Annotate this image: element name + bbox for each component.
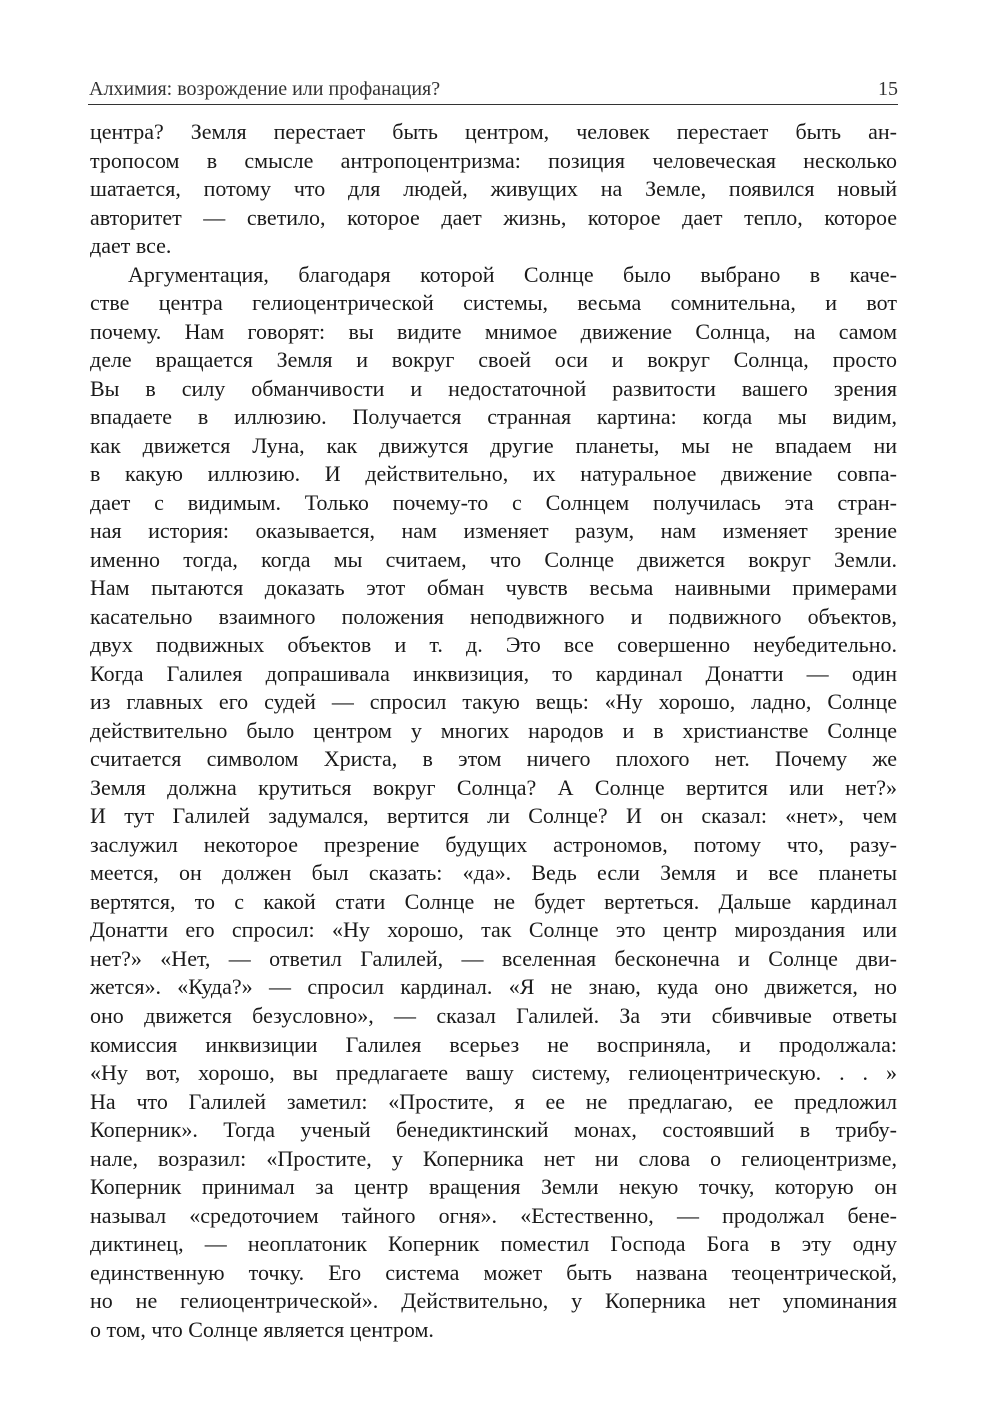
text-line: из главных его судей — спросил такую вещь: «Ну хорошо, ладно, Солнце bbox=[90, 689, 897, 715]
text-line: авторитет — светило, которое дает жизнь, которое дает тепло, которое bbox=[90, 204, 897, 230]
text-line: Донатти его спросил: «Ну хорошо, так Солнце это центр мироздания или bbox=[90, 917, 897, 943]
paragraph bbox=[90, 118, 897, 261]
text-line: нале, возразил: «Простите, у Коперника нет ни слова о гелиоцентризме, bbox=[90, 1145, 897, 1171]
text-line: стве центра гелиоцентрической системы, весьма сомнительна, и вот bbox=[90, 290, 897, 316]
text-line: действительно было центром у многих народов и в христианстве Солнце bbox=[90, 717, 897, 743]
text-line: Коперник». Тогда ученый бенедиктинский монах, состоявший в трибу- bbox=[90, 1117, 897, 1143]
text-line: «Ну вот, хорошо, вы предлагаете вашу систему, гелиоцентрическую. . . » bbox=[90, 1060, 897, 1086]
text-line: единственную точку. Его система может быть названа теоцентрической, bbox=[90, 1259, 897, 1285]
text-line: жется». «Куда?» — спросил кардинал. «Я не знаю, куда оно движется, но bbox=[90, 974, 897, 1000]
text-line: центра? Земля перестает быть центром, человек перестает быть ан- bbox=[90, 119, 897, 144]
text-line: Нам пытаются доказать этот обман чувств весьма наивными примерами bbox=[90, 575, 897, 601]
text-line: тропосом в смысле антропоцентризма: позиция человеческая несколько bbox=[90, 147, 897, 173]
page-body bbox=[90, 118, 897, 1344]
text-line: почему. Нам говорят: вы видите мнимое движение Солнца, на самом bbox=[90, 318, 897, 344]
text-line: Земля должна крутиться вокруг Солнца? А Солнце вертится или нет?» bbox=[90, 774, 897, 800]
running-header-title: Алхимия: возрождение или профанация? bbox=[89, 78, 441, 100]
text-line: диктинец, — неоплатоник Коперник поместил Господа Бога в эту одну bbox=[90, 1231, 897, 1257]
text-line: оно движется безусловно», — сказал Галилей. За эти сбивчивые ответы bbox=[90, 1002, 897, 1028]
text-line: Когда Галилея допрашивала инквизиция, то кардинал Донатти — один bbox=[90, 660, 897, 686]
text-line: деле вращается Земля и вокруг своей оси и вокруг Солнца, просто bbox=[90, 347, 897, 373]
page-number: 15 bbox=[878, 78, 898, 100]
text-line: шатается, потому что для людей, живущих на Земле, появился новый bbox=[90, 176, 897, 202]
text-line: о том, что Солнце является центром. bbox=[90, 1316, 434, 1342]
text-line: Вы в силу обманчивости и недостаточной развитости вашего зрения bbox=[90, 375, 897, 401]
text-line: нет?» «Нет, — ответил Галилей, — вселенная бесконечна и Солнце дви- bbox=[90, 945, 897, 971]
text-line: меется, он должен был сказать: «да». Ведь если Земля и все планеты bbox=[90, 860, 897, 886]
text-line: комиссия инквизиции Галилея всерьез не восприняла, и продолжала: bbox=[90, 1031, 897, 1057]
text-line: как движется Луна, как движутся другие планеты, мы не впадаем ни bbox=[90, 432, 897, 458]
running-header bbox=[88, 76, 898, 105]
paragraph bbox=[90, 261, 897, 1345]
text-line: На что Галилей заметил: «Простите, я ее не предлагаю, ее предложил bbox=[90, 1088, 897, 1114]
text-line: впадаете в иллюзию. Получается странная картина: когда мы видим, bbox=[90, 404, 897, 430]
text-line: И тут Галилей задумался, вертится ли Солнце? И он сказал: «нет», чем bbox=[90, 803, 897, 829]
text-line: двух подвижных объектов и т. д. Это все совершенно неубедительно. bbox=[90, 632, 897, 658]
text-line: дает все. bbox=[90, 233, 172, 259]
text-line: именно тогда, когда мы считаем, что Солнце движется вокруг Земли. bbox=[90, 546, 897, 572]
text-line: Аргументация, благодаря которой Солнце было выбрано в каче- bbox=[128, 261, 897, 287]
text-line: называл «средоточием тайного огня». «Естественно, — продолжал бене- bbox=[90, 1202, 897, 1228]
text-line: Коперник принимал за центр вращения Земли некую точку, которую он bbox=[90, 1174, 897, 1200]
text-line: вертятся, то с какой стати Солнце не будет вертеться. Дальше кардинал bbox=[90, 888, 897, 914]
text-line: но не гелиоцентрической». Действительно, у Коперника нет упоминания bbox=[90, 1288, 897, 1314]
text-line: заслужил некоторое презрение будущих астрономов, потому что, разу- bbox=[90, 831, 897, 857]
text-line: дает с видимым. Только почему-то с Солнцем получилась эта стран- bbox=[90, 489, 897, 515]
text-line: считается символом Христа, в этом ничего плохого нет. Почему же bbox=[90, 746, 897, 772]
text-line: в какую иллюзию. И действительно, их натуральное движение совпа- bbox=[90, 461, 897, 487]
text-line: касательно взаимного положения неподвижного и подвижного объектов, bbox=[90, 603, 897, 629]
text-line: ная история: оказывается, нам изменяет разум, нам изменяет зрение bbox=[90, 518, 897, 544]
